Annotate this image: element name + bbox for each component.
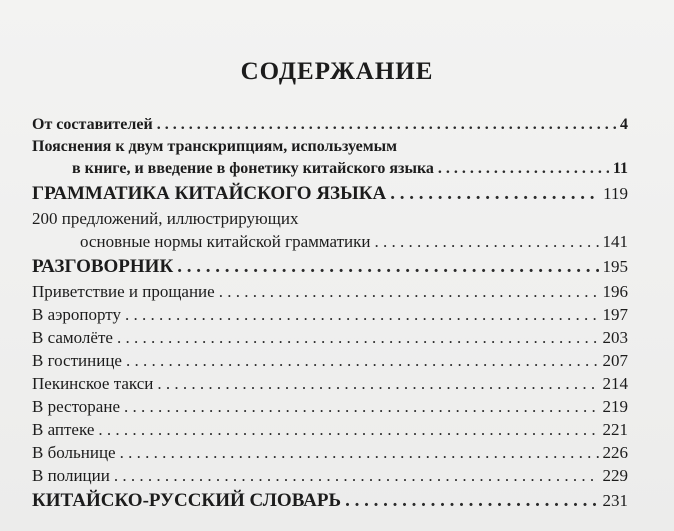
dot-leader — [114, 464, 599, 487]
toc-page-number: 119 — [603, 184, 628, 203]
toc-page-number: 203 — [602, 328, 628, 347]
page-title: СОДЕРЖАНИЕ — [240, 58, 434, 85]
toc-entry-label: основные нормы китайской грамматики — [80, 232, 371, 251]
toc-entry-label: РАЗГОВОРНИК — [32, 256, 174, 277]
toc-page-number: 207 — [602, 351, 628, 370]
toc-entry-phrasebook — [32, 253, 628, 280]
toc-entry-transcriptions-line1: Пояснения к двум транскрипциям, используемым — [32, 138, 397, 155]
toc-page-number: 214 — [602, 374, 628, 393]
toc-entry-label: Пекинское такси — [32, 374, 154, 393]
toc-page-number: 195 — [602, 257, 628, 276]
toc-entry-label: В гостинице — [32, 351, 122, 370]
toc-page-number: 231 — [602, 491, 628, 510]
toc-entry-authors — [32, 114, 628, 136]
toc-page-number: 4 — [620, 116, 628, 133]
toc-entry-sentences-line1: 200 предложений, иллюстрирующих — [32, 209, 299, 228]
dot-leader — [375, 230, 599, 253]
dot-leader — [124, 395, 599, 418]
toc-entry-label: В полиции — [32, 466, 110, 485]
toc-page-number: 11 — [612, 160, 628, 177]
toc-entry-label: В ресторане — [32, 397, 120, 416]
dot-leader — [120, 441, 599, 464]
table-of-contents — [32, 114, 628, 514]
toc-entry-label: В аэропорту — [32, 305, 122, 324]
dot-leader — [177, 253, 598, 280]
toc-entry-label: в книге, и введение в фонетику китайского языка — [72, 160, 434, 177]
toc-entry-greetings — [32, 280, 628, 303]
toc-entry-label: В больнице — [32, 443, 116, 462]
toc-entry-label: Приветствие и прощание — [32, 282, 215, 301]
dot-leader — [390, 180, 599, 207]
toc-page-number: 141 — [602, 232, 628, 251]
toc-page-number: 229 — [602, 466, 628, 485]
toc-page-number: 221 — [602, 420, 628, 439]
toc-page-number: 226 — [602, 443, 628, 462]
toc-entry-hospital — [32, 441, 628, 464]
dot-leader — [98, 418, 598, 441]
dot-leader — [117, 326, 599, 349]
dot-leader — [157, 372, 598, 395]
toc-entry-grammar — [32, 180, 628, 207]
toc-entry-label: В аптеке — [32, 420, 95, 439]
toc-entry-police — [32, 464, 628, 487]
toc-entry-label: В самолёте — [32, 328, 113, 347]
toc-entry-label: От составителей — [32, 116, 153, 133]
toc-entry-label: КИТАЙСКО-РУССКИЙ СЛОВАРЬ — [32, 490, 342, 511]
toc-page-number: 196 — [602, 282, 628, 301]
toc-entry-taxi — [32, 372, 628, 395]
toc-entry-sentences — [32, 230, 628, 253]
toc-entry-airport — [32, 303, 628, 326]
dot-leader — [438, 158, 609, 180]
toc-entry-hotel — [32, 349, 628, 372]
toc-entry-transcriptions — [32, 158, 628, 180]
dot-leader — [126, 349, 599, 372]
dot-leader — [345, 487, 598, 514]
dot-leader — [157, 114, 616, 136]
toc-page-number: 197 — [602, 305, 628, 324]
dot-leader — [125, 303, 598, 326]
toc-page-number: 219 — [602, 397, 628, 416]
toc-entry-dictionary — [32, 487, 628, 514]
toc-entry-pharmacy — [32, 418, 628, 441]
toc-entry-label: ГРАММАТИКА КИТАЙСКОГО ЯЗЫКА — [32, 183, 387, 204]
toc-entry-restaurant — [32, 395, 628, 418]
dot-leader — [219, 280, 599, 303]
toc-entry-airplane — [32, 326, 628, 349]
